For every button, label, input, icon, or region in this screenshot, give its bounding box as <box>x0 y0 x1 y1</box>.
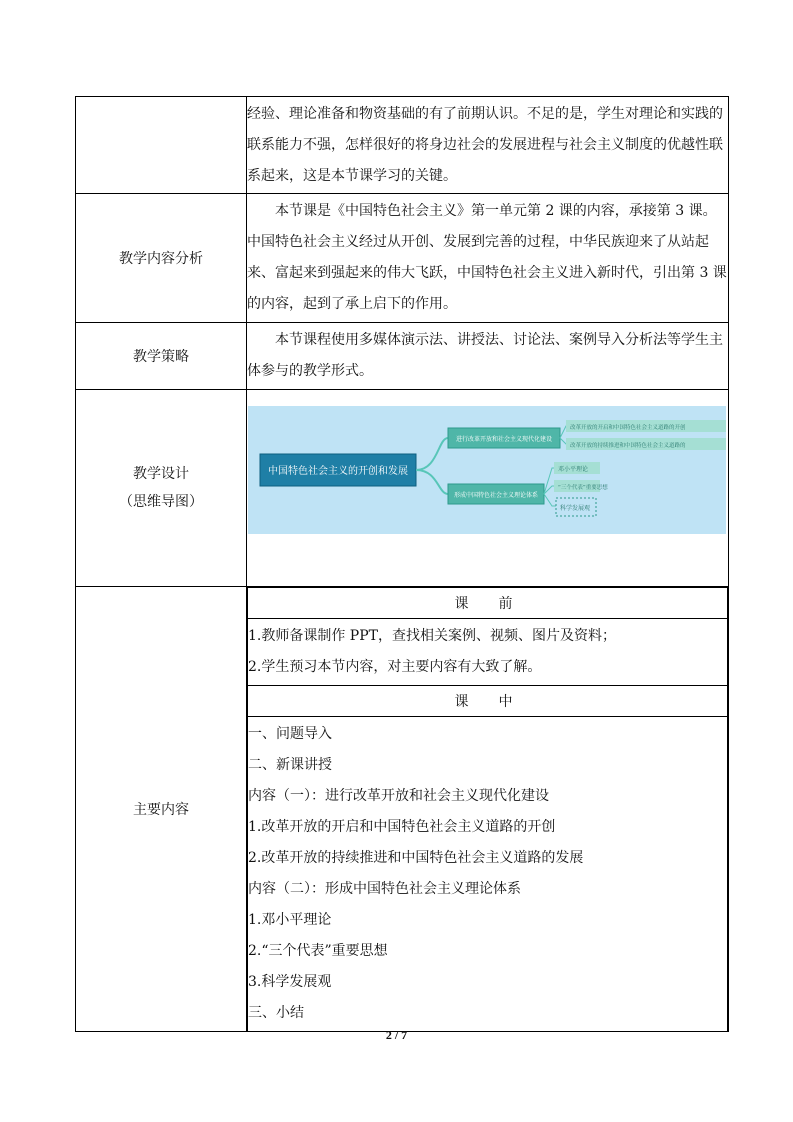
mind-map-diagram <box>248 406 726 534</box>
design-sublabel: （思维导图） <box>119 494 203 510</box>
mindmap-root: 中国特色社会主义的开创和发展 <box>268 466 408 477</box>
strategy-label: 教学策略 <box>76 323 247 390</box>
mindmap-leaf-2-1: 邓小平理论 <box>558 466 589 473</box>
during-item: 三、小结 <box>248 1005 304 1021</box>
main-content-row <box>76 587 729 1032</box>
during-item: 1.邓小平理论 <box>248 912 332 928</box>
learner-analysis-row <box>76 97 729 194</box>
content-analysis-row <box>76 194 729 323</box>
main-content-inner-table <box>247 587 728 1031</box>
mindmap-branch1: 进行改革开放和社会主义现代化建设 <box>455 436 553 443</box>
content-analysis-label: 教学内容分析 <box>76 194 247 323</box>
mindmap-leaf-1-2: 改革开放的持续推进和中国特色社会主义道路的 <box>570 443 686 449</box>
strategy-row <box>76 323 729 390</box>
before-item: 1.教师备课制作 PPT，查找相关案例、视频、图片及资料； <box>248 628 616 644</box>
strategy-text: 本节课程使用多媒体演示法、讲授法、讨论法、案例导入分析法等学生主体参与的教学形式。 <box>247 332 723 379</box>
mindmap-branch2: 形成中国特色社会主义理论体系 <box>453 492 539 499</box>
before-item: 2.学生预习本节内容，对主要内容有大致了解。 <box>248 659 542 675</box>
during-item: 2.改革开放的持续推进和中国特色社会主义道路的发展 <box>248 850 584 866</box>
mindmap-leaf-2-2: “三个代表”重要思想 <box>558 485 608 491</box>
before-class-title: 课 前 <box>248 588 728 619</box>
row-label-empty <box>76 97 247 194</box>
design-row <box>76 390 729 587</box>
mindmap-leaf-2-3: 科学发展观 <box>560 505 591 512</box>
during-item: 二、新课讲授 <box>248 757 332 773</box>
during-class-title: 课 中 <box>248 686 728 717</box>
page-number: 2 / 7 <box>385 1028 408 1042</box>
mindmap-leaf-1-1: 改革开放的开启和中国特色社会主义道路的开创 <box>570 425 686 431</box>
during-item: 3.科学发展观 <box>248 974 332 990</box>
lesson-plan-table <box>75 96 729 1032</box>
during-item: 2.“三个代表”重要思想 <box>248 943 388 959</box>
content-analysis-text: 本节课是《中国特色社会主义》第一单元第 2 课的内容，承接第 3 课。中国特色社会主义经过从开创、发展到完善的过程，中华民族迎来了从站起来、富起来到强起来的伟大飞跃，中国特色社会主义进入新时代，引出第 3 课的内容，起到了承上启下的作用。 <box>247 203 727 312</box>
during-item: 内容（二）：形成中国特色社会主义理论体系 <box>248 881 521 897</box>
main-content-label: 主要内容 <box>76 587 247 1032</box>
during-item: 1.改革开放的开启和中国特色社会主义道路的开创 <box>248 819 556 835</box>
design-label: 教学设计 <box>133 466 189 482</box>
during-item: 内容（一）：进行改革开放和社会主义现代化建设 <box>248 788 549 804</box>
learner-analysis-text: 经验、理论准备和物资基础的有了前期认识。不足的是，学生对理论和实践的联系能力不强，怎样很好的将身边社会的发展进程与社会主义制度的优越性联系起来，这是本节课学习的关键。 <box>247 105 723 184</box>
during-item: 一、问题导入 <box>248 726 332 742</box>
